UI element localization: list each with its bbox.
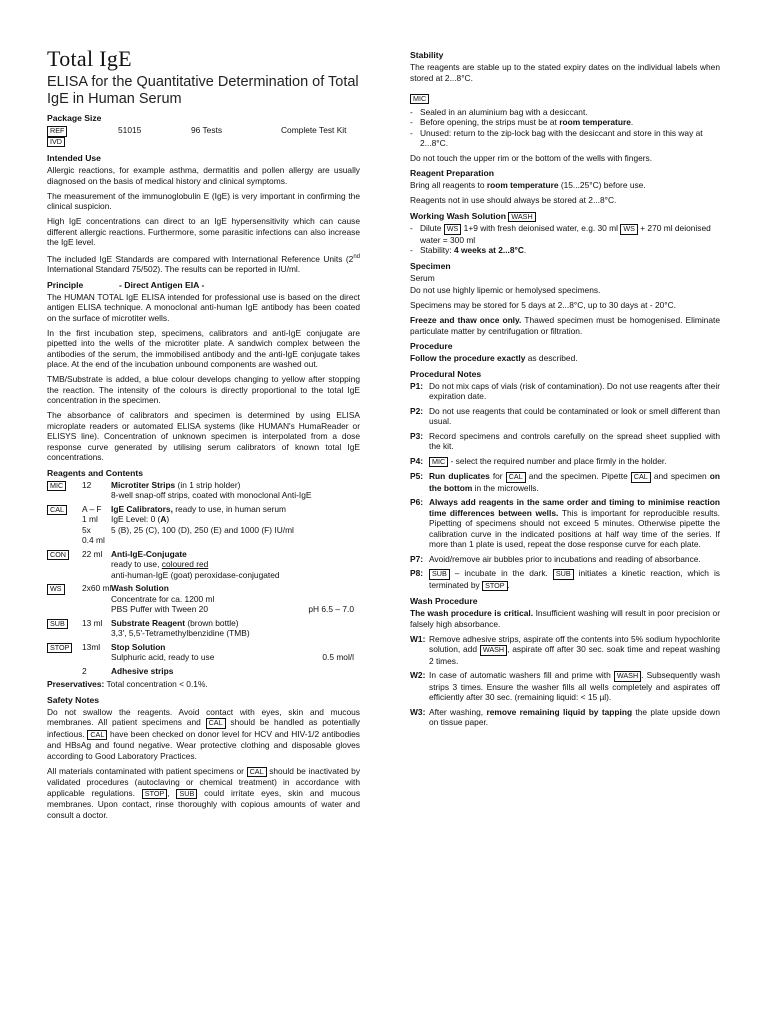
cal-symbol: CAL bbox=[47, 505, 67, 516]
test-count: 96 Tests bbox=[191, 125, 223, 135]
reagent-con: CON 22 ml Anti-IgE-Conjugate ready to use, coloured red anti-human-IgE (goat) peroxidase-conjugated bbox=[47, 549, 360, 581]
note-p2: P2: Do not use reagents that could be contaminated or look or smell different than usual. bbox=[410, 405, 720, 426]
principle-p3: TMB/Substrate is added, a blue colour develops changing to yellow after stopping the reaction. The intensity of the colours is directly proportional to the total IgE concentration in the specimen. bbox=[47, 374, 360, 406]
working-wash-heading: Working Wash Solution WASH bbox=[410, 211, 720, 223]
wash-p0: The wash procedure is critical. Insufficient washing will result in poor precision or falsely high absorbance. bbox=[410, 608, 720, 629]
principle-heading: Principle - Direct Antigen EIA - bbox=[47, 279, 205, 290]
note-p1: P1: Do not mix caps of vials (risk of contamination). Do not use reagents after their expiration date. bbox=[410, 380, 720, 401]
intended-use-p1: Allergic reactions, for example asthma, dermatitis and pollen allergy are usually diagnosed on the basis of medical history and clinical symptoms. bbox=[47, 165, 360, 186]
specimen-p0: Serum bbox=[410, 272, 435, 283]
principle-p1: The HUMAN TOTAL IgE ELISA intended for professional use is based on the direct antigen ELISA technique. A monoclonal anti-human IgE antibody has been coated on the surface of microtiter wells. bbox=[47, 291, 360, 323]
ws-symbol: WS bbox=[47, 584, 65, 595]
reagent-cal: CAL A – F 1 ml 5x 0.4 ml IgE Calibrators, ready to use, in human serum IgE Level: 0 (A) 5 (B), 25 (C), 100 (D), 250 (E) and 1000 (F) IU/ml bbox=[47, 504, 360, 546]
mic-symbol: MIC bbox=[410, 94, 429, 105]
ref-number: 51015 bbox=[118, 125, 142, 135]
specimen-p3: Freeze and thaw once only. Thawed specimen must be homogenised. Eliminate particulate matter by centrifugation or filtration. bbox=[410, 315, 720, 336]
intended-use-p3: High IgE concentrations can direct to an IgE hypersensitivity which can cause different allergic reactions. Furthermore, some parasitic infections can also increase the IgE level. bbox=[47, 216, 360, 247]
reagent-prep-p2: Reagents not in use should always be stored at 2...8°C. bbox=[410, 195, 617, 205]
intended-use-p4: The included IgE Standards are compared with International Reference Units (2nd International Standard 75/502). The results can be reported in IU/ml. bbox=[47, 253, 360, 275]
specimen-p2: Specimens may be stored for 5 days at 2...8°C, up to 30 days at - 20°C. bbox=[410, 300, 676, 310]
reagents-heading: Reagents and Contents bbox=[47, 467, 143, 478]
note-p6: P6: Always add reagents in the same order and timing to minimise reaction time differences between wells. This is important for reproducible results. Pipetting of specimens should not exceed 5 minutes. Otherwise pipette the calibration curve in the indicated positions at half way time of the series. If more than 1 plate is used, repeat the dose response curve for each plate. bbox=[410, 497, 720, 549]
ref-symbol: REF bbox=[47, 126, 67, 137]
document-title: Total IgE bbox=[47, 46, 132, 71]
package-row bbox=[47, 125, 360, 137]
safety-heading: Safety Notes bbox=[47, 694, 100, 705]
principle-p2: In the first incubation step, specimens, calibrators and anti-IgE conjugate are pipetted into the wells of the microtiter plate. A sandwich complex between the antibodies of the serum, the immobilised antibody and the anti-IgE conjugate takes place. At the end of the incubation unbound components are washed out. bbox=[47, 327, 360, 370]
intended-use-heading: Intended Use bbox=[47, 153, 101, 163]
wash-w1: W1: Remove adhesive strips, aspirate off the contents into 5% sodium hypochlorite solution, add WASH , aspirate off after 30 sec. soak time and repeat washing 2 times. bbox=[410, 633, 720, 666]
preservatives: Preservatives: Total concentration < 0.1%. bbox=[47, 679, 208, 690]
safety-p1: Do not swallow the reagents. Avoid contact with eyes, skin and mucous membranes. All patient specimens and CAL should be handled as potentially infectious. CAL have been checked on donor level for HCV and HIV-1/2 antibodies and HBsAg and found negative. Wear protective clothing and disposable gloves according to Good Laboratory Practices. bbox=[47, 706, 360, 761]
ivd-symbol: IVD bbox=[47, 137, 65, 148]
sub-symbol: SUB bbox=[47, 619, 68, 630]
note-p5: P5: Run duplicates for CAL and the specimen. Pipette CAL and specimen on the bottom in the microwells. bbox=[410, 471, 720, 493]
procedure-p1: Follow the procedure exactly as described. bbox=[410, 353, 578, 363]
working-wash-list: - Dilute WS 1+9 with fresh deionised water, e.g. 30 ml WS + 270 ml deionised water = 300 ml - Stability: 4 weeks at 2...8°C. bbox=[410, 223, 720, 256]
reagent-sub: SUB 13 ml Substrate Reagent (brown bottle) 3,3', 5,5'-Tetramethylbenzidine (TMB) bbox=[47, 618, 360, 639]
principle-p4: The absorbance of calibrators and specimen is determined by using ELISA microplate readers or automated ELISA systems (like HUMAN's HumaReader or ELISYS line). Concentration of unknown specimen is interpolated from a dose response curve generated by utilising serum calibrators of known total IgE concentrations. bbox=[47, 410, 360, 463]
note-p8: P8: SUB – incubate in the dark. SUB initiates a kinetic reaction, which is terminated by STOP . bbox=[410, 568, 720, 590]
wash-w3: W3: After washing, remove remaining liquid by tapping the plate upside down on tissue paper. bbox=[410, 706, 720, 727]
stability-p2: Do not touch the upper rim or the bottom of the wells with fingers. bbox=[410, 152, 653, 163]
reagent-mic: MIC 12 Microtiter Strips (in 1 strip holder) 8-well snap-off strips, coated with monoclonal Anti-IgE bbox=[47, 480, 360, 501]
intended-use-p2: The measurement of the immunoglobulin E (IgE) is very important in confirming the clinical suspicion. bbox=[47, 190, 360, 211]
safety-p2: All materials contaminated with patient specimens or CAL should be inactivated by validated procedures (autoclaving or chemical treatment) in accordance with applicable regulations. STOP , SUB could irritate eyes, skin and mucous membranes. Upon contact, rinse thoroughly with copious amounts of water and consult a doctor. bbox=[47, 765, 361, 820]
con-symbol: CON bbox=[47, 550, 69, 561]
document-subtitle: ELISA for the Quantitative Determination of Total IgE in Human Serum bbox=[47, 74, 359, 107]
package-size-heading: Package Size bbox=[47, 113, 102, 123]
left-column bbox=[47, 46, 360, 825]
stability-p1: The reagents are stable up to the stated expiry dates on the individual labels when stored at 2...8°C. bbox=[410, 62, 720, 83]
procedure-heading: Procedure bbox=[410, 341, 453, 351]
reagent-ws: WS 2x60 ml Wash Solution Concentrate for ca. 1200 ml PBS Puffer with Tween 20 pH 6.5 – 7.0 bbox=[47, 583, 360, 615]
mic-symbol: MIC bbox=[47, 481, 66, 492]
kit-type: Complete Test Kit bbox=[281, 125, 347, 135]
reagent-prep-heading: Reagent Preparation bbox=[410, 168, 495, 178]
principle-method: - Direct Antigen EIA - bbox=[119, 279, 205, 290]
specimen-heading: Specimen bbox=[410, 260, 451, 271]
stability-list: - Sealed in an aluminium bag with a desiccant. - Before opening, the strips must be at room temperature. - Unused: return to the zip-lock bag with the desiccant and store in this way at 2...8°C. bbox=[410, 107, 720, 149]
wash-procedure-heading: Wash Procedure bbox=[410, 596, 478, 606]
procedural-notes-heading: Procedural Notes bbox=[410, 368, 482, 379]
reagent-stop: STOP 13ml Stop Solution Sulphuric acid, ready to use 0.5 mol/l bbox=[47, 642, 360, 663]
reagent-adhesive: 2 Adhesive strips bbox=[82, 665, 174, 676]
stop-symbol: STOP bbox=[47, 643, 72, 654]
wash-w2: W2: In case of automatic washers fill and prime with WASH . Subsequently wash strips 3 times. Ensure the washer fills all wells completely and aspirates off efficiently after 30 sec. (remaining liquid: < 15 µl). bbox=[410, 670, 720, 702]
note-p3: P3: Record specimens and controls carefully on the spread sheet supplied with the kit. bbox=[410, 430, 720, 451]
reagent-prep-p1: Bring all reagents to room temperature (15...25°C) before use. bbox=[410, 180, 646, 190]
stability-heading: Stability bbox=[410, 50, 444, 60]
specimen-p1: Do not use highly lipemic or hemolysed specimens. bbox=[410, 285, 601, 295]
note-p4: P4: MIC - select the required number and place firmly in the holder. bbox=[410, 455, 667, 466]
right-column bbox=[410, 50, 720, 732]
note-p7: P7: Avoid/remove air bubbles prior to incubations and reading of absorbance. bbox=[410, 553, 701, 564]
